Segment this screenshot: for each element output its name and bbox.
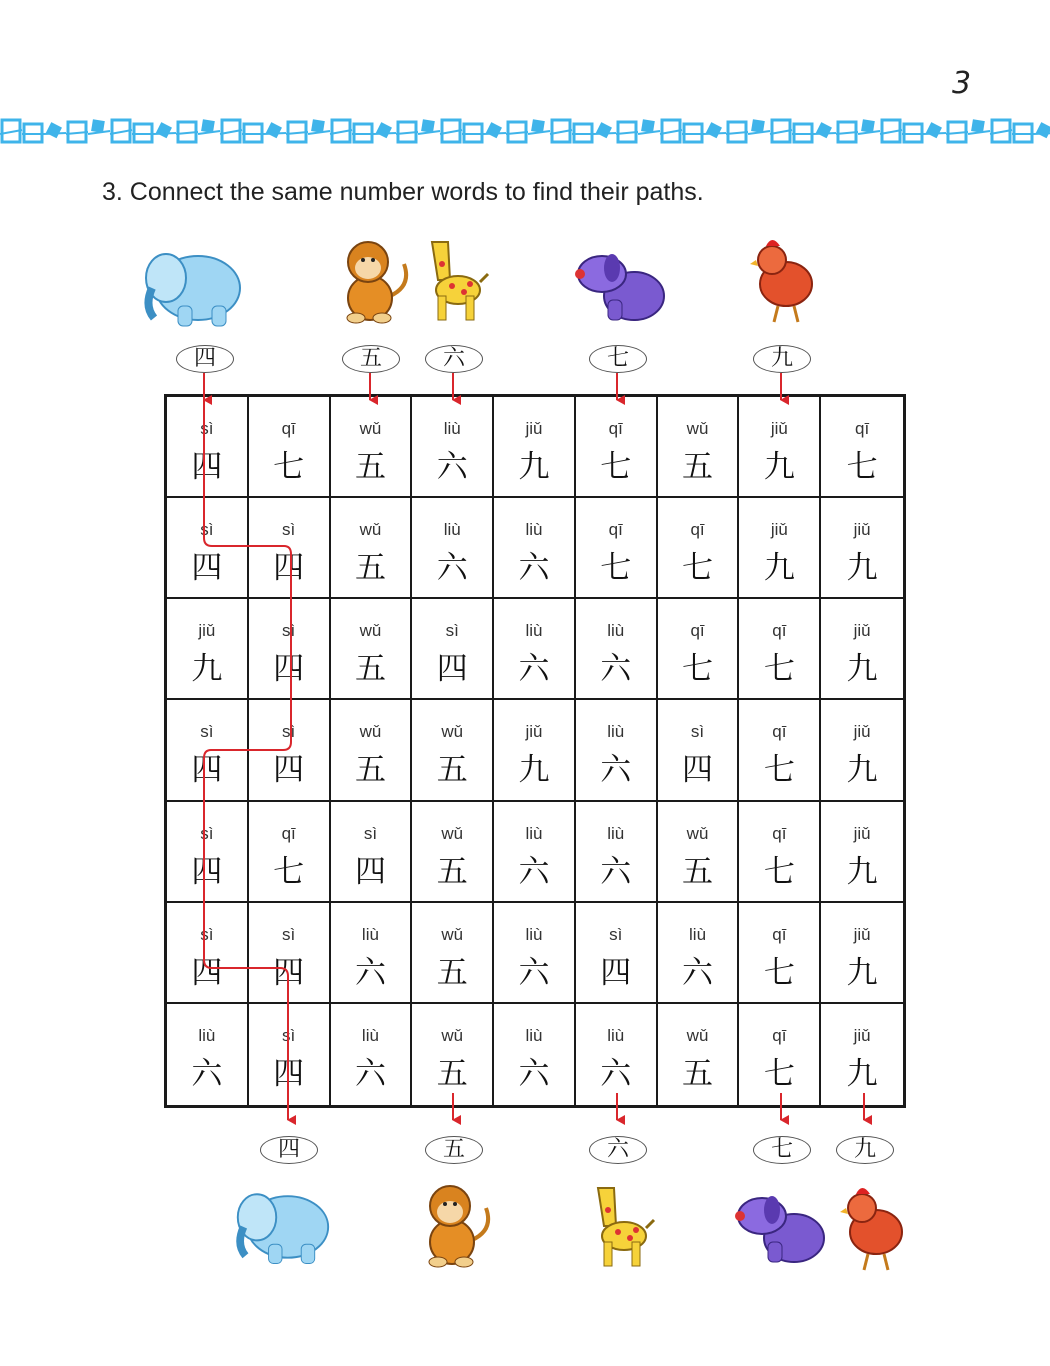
grid-cell bbox=[331, 1004, 413, 1105]
cell-hanzi: 六 bbox=[518, 1055, 550, 1092]
grid-cell bbox=[249, 903, 331, 1004]
cell-pinyin: qī bbox=[281, 823, 296, 843]
cell-hanzi: 七 bbox=[273, 449, 305, 485]
grid-cell bbox=[739, 802, 821, 903]
cell-hanzi: 四 bbox=[273, 954, 305, 991]
grid-cell bbox=[739, 903, 821, 1004]
grid-cell bbox=[249, 498, 331, 599]
grid-cell bbox=[739, 700, 821, 801]
cell-pinyin: liù bbox=[607, 823, 625, 843]
monkey-icon bbox=[338, 236, 412, 324]
grid-cell bbox=[412, 700, 494, 801]
cell-pinyin: liù bbox=[525, 520, 543, 540]
top-label-wu: 五 bbox=[342, 345, 400, 373]
grid-cell bbox=[576, 700, 658, 801]
grid-cell bbox=[412, 1004, 494, 1105]
grid-cell bbox=[576, 498, 658, 599]
cell-pinyin: qī bbox=[608, 419, 623, 438]
grid-cell bbox=[494, 397, 576, 498]
cell-hanzi: 六 bbox=[191, 1055, 223, 1092]
cell-pinyin: jiǔ bbox=[853, 722, 871, 742]
cell-hanzi: 六 bbox=[354, 1055, 386, 1092]
cell-hanzi: 九 bbox=[846, 1055, 878, 1092]
cell-hanzi: 五 bbox=[682, 449, 714, 485]
cell-hanzi: 六 bbox=[436, 550, 468, 587]
grid-cell bbox=[576, 397, 658, 498]
cell-hanzi: 七 bbox=[763, 853, 795, 890]
cell-hanzi: 四 bbox=[682, 752, 714, 789]
cell-pinyin: liù bbox=[525, 1025, 543, 1045]
cell-pinyin: qī bbox=[772, 823, 787, 843]
grid-cell bbox=[658, 1004, 740, 1105]
cell-pinyin: jiǔ bbox=[525, 722, 543, 742]
grid-cell bbox=[821, 599, 903, 700]
cell-pinyin: jiǔ bbox=[525, 419, 543, 438]
cell-pinyin: sì bbox=[609, 924, 623, 944]
cell-hanzi: 七 bbox=[682, 550, 714, 587]
cell-hanzi: 四 bbox=[273, 651, 305, 688]
grid-cell bbox=[331, 802, 413, 903]
cell-hanzi: 九 bbox=[846, 651, 878, 688]
grid-cell bbox=[249, 1004, 331, 1105]
cell-hanzi: 九 bbox=[846, 954, 878, 991]
grid-cell bbox=[249, 397, 331, 498]
grid-cell bbox=[412, 903, 494, 1004]
rooster-icon bbox=[840, 1182, 906, 1272]
top-label-qi: 七 bbox=[589, 345, 647, 373]
cell-hanzi: 四 bbox=[600, 954, 632, 991]
elephant-icon bbox=[140, 244, 244, 328]
cell-hanzi: 四 bbox=[191, 550, 223, 587]
grid-cell bbox=[249, 599, 331, 700]
cell-pinyin: qī bbox=[690, 621, 705, 641]
cell-pinyin: jiǔ bbox=[853, 520, 871, 540]
cell-pinyin: liù bbox=[443, 419, 461, 438]
cell-pinyin: wǔ bbox=[686, 419, 709, 438]
grid-cell bbox=[821, 700, 903, 801]
instruction-text: 3. Connect the same number words to find their paths. bbox=[102, 178, 704, 206]
cell-pinyin: qī bbox=[772, 621, 787, 641]
grid-cell bbox=[331, 599, 413, 700]
cell-pinyin: jiǔ bbox=[853, 1025, 871, 1045]
grid-cell bbox=[658, 700, 740, 801]
cell-hanzi: 四 bbox=[191, 954, 223, 991]
monkey-icon bbox=[420, 1180, 494, 1268]
page-number: 3 bbox=[952, 66, 972, 101]
cell-hanzi: 九 bbox=[191, 651, 223, 688]
cell-hanzi: 九 bbox=[846, 853, 878, 890]
cell-hanzi: 五 bbox=[354, 752, 386, 789]
grid-cell bbox=[494, 700, 576, 801]
grid-cell bbox=[494, 599, 576, 700]
grid-cell bbox=[412, 498, 494, 599]
cell-hanzi: 六 bbox=[518, 853, 550, 890]
grid-cell bbox=[167, 498, 249, 599]
cell-pinyin: liù bbox=[361, 924, 379, 944]
cell-hanzi: 五 bbox=[682, 1055, 714, 1092]
grid-cell bbox=[658, 903, 740, 1004]
elephant-icon bbox=[232, 1184, 332, 1266]
cell-pinyin: wǔ bbox=[441, 823, 464, 843]
cell-pinyin: sì bbox=[200, 823, 214, 843]
cell-pinyin: sì bbox=[200, 722, 214, 742]
cell-hanzi: 四 bbox=[191, 752, 223, 789]
cell-hanzi: 七 bbox=[763, 1055, 795, 1092]
cell-hanzi: 九 bbox=[518, 449, 550, 485]
cell-pinyin: liù bbox=[607, 1025, 625, 1045]
cell-pinyin: qī bbox=[772, 722, 787, 742]
cell-pinyin: liù bbox=[525, 823, 543, 843]
grid-cell bbox=[494, 903, 576, 1004]
grid-cell bbox=[412, 599, 494, 700]
cell-hanzi: 六 bbox=[354, 954, 386, 991]
bottom-label-jiu: 九 bbox=[836, 1136, 894, 1164]
cell-pinyin: jiǔ bbox=[853, 823, 871, 843]
cell-pinyin: qī bbox=[281, 419, 296, 438]
grid-cell bbox=[249, 802, 331, 903]
cell-pinyin: liù bbox=[689, 924, 707, 944]
cell-pinyin: liù bbox=[607, 722, 625, 742]
cell-pinyin: jiǔ bbox=[770, 520, 788, 540]
decorative-border bbox=[0, 110, 1050, 156]
cell-hanzi: 六 bbox=[600, 853, 632, 890]
cell-pinyin: liù bbox=[443, 520, 461, 540]
top-label-liu: 六 bbox=[425, 345, 483, 373]
dog-icon bbox=[572, 248, 668, 324]
cell-hanzi: 四 bbox=[273, 550, 305, 587]
cell-pinyin: liù bbox=[198, 1025, 216, 1045]
cell-hanzi: 六 bbox=[518, 550, 550, 587]
cell-pinyin: sì bbox=[282, 1025, 296, 1045]
cell-pinyin: liù bbox=[607, 621, 625, 641]
grid-cell bbox=[249, 700, 331, 801]
cell-hanzi: 四 bbox=[191, 449, 223, 485]
cell-hanzi: 七 bbox=[763, 954, 795, 991]
cell-pinyin: sì bbox=[282, 722, 296, 742]
grid-cell bbox=[821, 802, 903, 903]
grid-cell bbox=[658, 802, 740, 903]
cell-hanzi: 六 bbox=[682, 954, 714, 991]
cell-pinyin: wǔ bbox=[686, 1025, 709, 1045]
grid-cell bbox=[821, 498, 903, 599]
cell-hanzi: 四 bbox=[354, 853, 386, 890]
cell-pinyin: wǔ bbox=[359, 621, 382, 641]
grid-cell bbox=[576, 802, 658, 903]
grid-cell bbox=[331, 397, 413, 498]
grid-cell bbox=[739, 1004, 821, 1105]
cell-hanzi: 六 bbox=[600, 1055, 632, 1092]
grid-cell bbox=[576, 599, 658, 700]
grid-cell bbox=[331, 498, 413, 599]
grid-cell bbox=[658, 498, 740, 599]
cell-hanzi: 九 bbox=[763, 449, 795, 485]
cell-pinyin: qī bbox=[772, 1025, 787, 1045]
cell-pinyin: wǔ bbox=[441, 1025, 464, 1045]
grid-cell bbox=[821, 397, 903, 498]
cell-pinyin: wǔ bbox=[441, 722, 464, 742]
cell-hanzi: 六 bbox=[518, 954, 550, 991]
cell-pinyin: wǔ bbox=[441, 924, 464, 944]
grid-cell bbox=[821, 903, 903, 1004]
cell-hanzi: 六 bbox=[518, 651, 550, 688]
cell-pinyin: sì bbox=[282, 924, 296, 944]
dog-icon bbox=[732, 1190, 828, 1266]
cell-hanzi: 七 bbox=[600, 449, 632, 485]
cell-pinyin: sì bbox=[200, 924, 214, 944]
cell-pinyin: sì bbox=[690, 722, 705, 742]
cell-pinyin: sì bbox=[363, 823, 378, 843]
grid-cell bbox=[739, 397, 821, 498]
top-label-jiu: 九 bbox=[753, 345, 811, 373]
cell-hanzi: 五 bbox=[354, 651, 386, 688]
number-word-grid bbox=[164, 394, 906, 1108]
grid-cell bbox=[494, 1004, 576, 1105]
cell-pinyin: wǔ bbox=[359, 722, 382, 742]
cell-pinyin: liù bbox=[525, 924, 543, 944]
grid-cell bbox=[494, 802, 576, 903]
grid-cell bbox=[739, 599, 821, 700]
bottom-label-qi: 七 bbox=[753, 1136, 811, 1164]
grid-cell bbox=[576, 1004, 658, 1105]
cell-pinyin: sì bbox=[200, 419, 214, 438]
grid-cell bbox=[167, 1004, 249, 1105]
cell-pinyin: sì bbox=[200, 520, 214, 540]
cell-hanzi: 五 bbox=[354, 449, 386, 485]
top-label-si: 四 bbox=[176, 345, 234, 373]
cell-hanzi: 五 bbox=[682, 853, 714, 890]
cell-hanzi: 七 bbox=[273, 853, 305, 890]
cell-pinyin: sì bbox=[282, 621, 296, 641]
cell-hanzi: 七 bbox=[763, 752, 795, 789]
giraffe-icon bbox=[418, 234, 490, 324]
cell-hanzi: 九 bbox=[518, 752, 550, 789]
cell-pinyin: jiǔ bbox=[853, 924, 871, 944]
grid-cell bbox=[167, 599, 249, 700]
cell-hanzi: 六 bbox=[600, 752, 632, 789]
grid-cell bbox=[494, 498, 576, 599]
cell-pinyin: qī bbox=[855, 419, 870, 438]
cell-pinyin: liù bbox=[361, 1025, 379, 1045]
cell-hanzi: 七 bbox=[763, 651, 795, 688]
bottom-label-wu: 五 bbox=[425, 1136, 483, 1164]
cell-pinyin: jiǔ bbox=[853, 621, 871, 641]
grid-cell bbox=[739, 498, 821, 599]
giraffe-icon bbox=[584, 1180, 656, 1270]
cell-hanzi: 七 bbox=[600, 550, 632, 587]
grid-cell bbox=[412, 397, 494, 498]
cell-hanzi: 九 bbox=[763, 550, 795, 587]
cell-hanzi: 七 bbox=[682, 651, 714, 688]
rooster-icon bbox=[750, 234, 816, 324]
grid-cell bbox=[658, 397, 740, 498]
cell-pinyin: wǔ bbox=[359, 520, 382, 540]
cell-hanzi: 五 bbox=[436, 1055, 468, 1092]
cell-hanzi: 四 bbox=[191, 853, 223, 890]
cell-pinyin: sì bbox=[445, 621, 459, 641]
cell-pinyin: qī bbox=[608, 520, 623, 540]
cell-hanzi: 七 bbox=[846, 449, 878, 485]
cell-pinyin: jiǔ bbox=[198, 621, 216, 641]
cell-pinyin: qī bbox=[772, 924, 787, 944]
grid-cell bbox=[821, 1004, 903, 1105]
grid-cell bbox=[167, 802, 249, 903]
grid-cell bbox=[331, 903, 413, 1004]
cell-pinyin: qī bbox=[690, 520, 705, 540]
grid-cell bbox=[331, 700, 413, 801]
cell-hanzi: 六 bbox=[600, 651, 632, 688]
grid-cell bbox=[167, 397, 249, 498]
grid-cell bbox=[658, 599, 740, 700]
cell-pinyin: wǔ bbox=[359, 419, 382, 438]
grid-cell bbox=[576, 903, 658, 1004]
cell-pinyin: sì bbox=[282, 520, 296, 540]
grid-cell bbox=[167, 700, 249, 801]
cell-hanzi: 五 bbox=[354, 550, 386, 587]
cell-hanzi: 四 bbox=[273, 1055, 305, 1092]
cell-hanzi: 九 bbox=[846, 752, 878, 789]
bottom-label-liu: 六 bbox=[589, 1136, 647, 1164]
cell-hanzi: 六 bbox=[436, 449, 468, 485]
cell-hanzi: 五 bbox=[436, 853, 468, 890]
cell-hanzi: 九 bbox=[846, 550, 878, 587]
cell-hanzi: 四 bbox=[273, 752, 305, 789]
grid-cell bbox=[167, 903, 249, 1004]
cell-hanzi: 五 bbox=[436, 954, 468, 991]
cell-pinyin: jiǔ bbox=[770, 419, 788, 438]
cell-hanzi: 五 bbox=[436, 752, 468, 789]
bottom-label-si: 四 bbox=[260, 1136, 318, 1164]
grid-cell bbox=[412, 802, 494, 903]
cell-hanzi: 四 bbox=[436, 651, 468, 688]
cell-pinyin: liù bbox=[525, 621, 543, 641]
cell-pinyin: wǔ bbox=[686, 823, 709, 843]
